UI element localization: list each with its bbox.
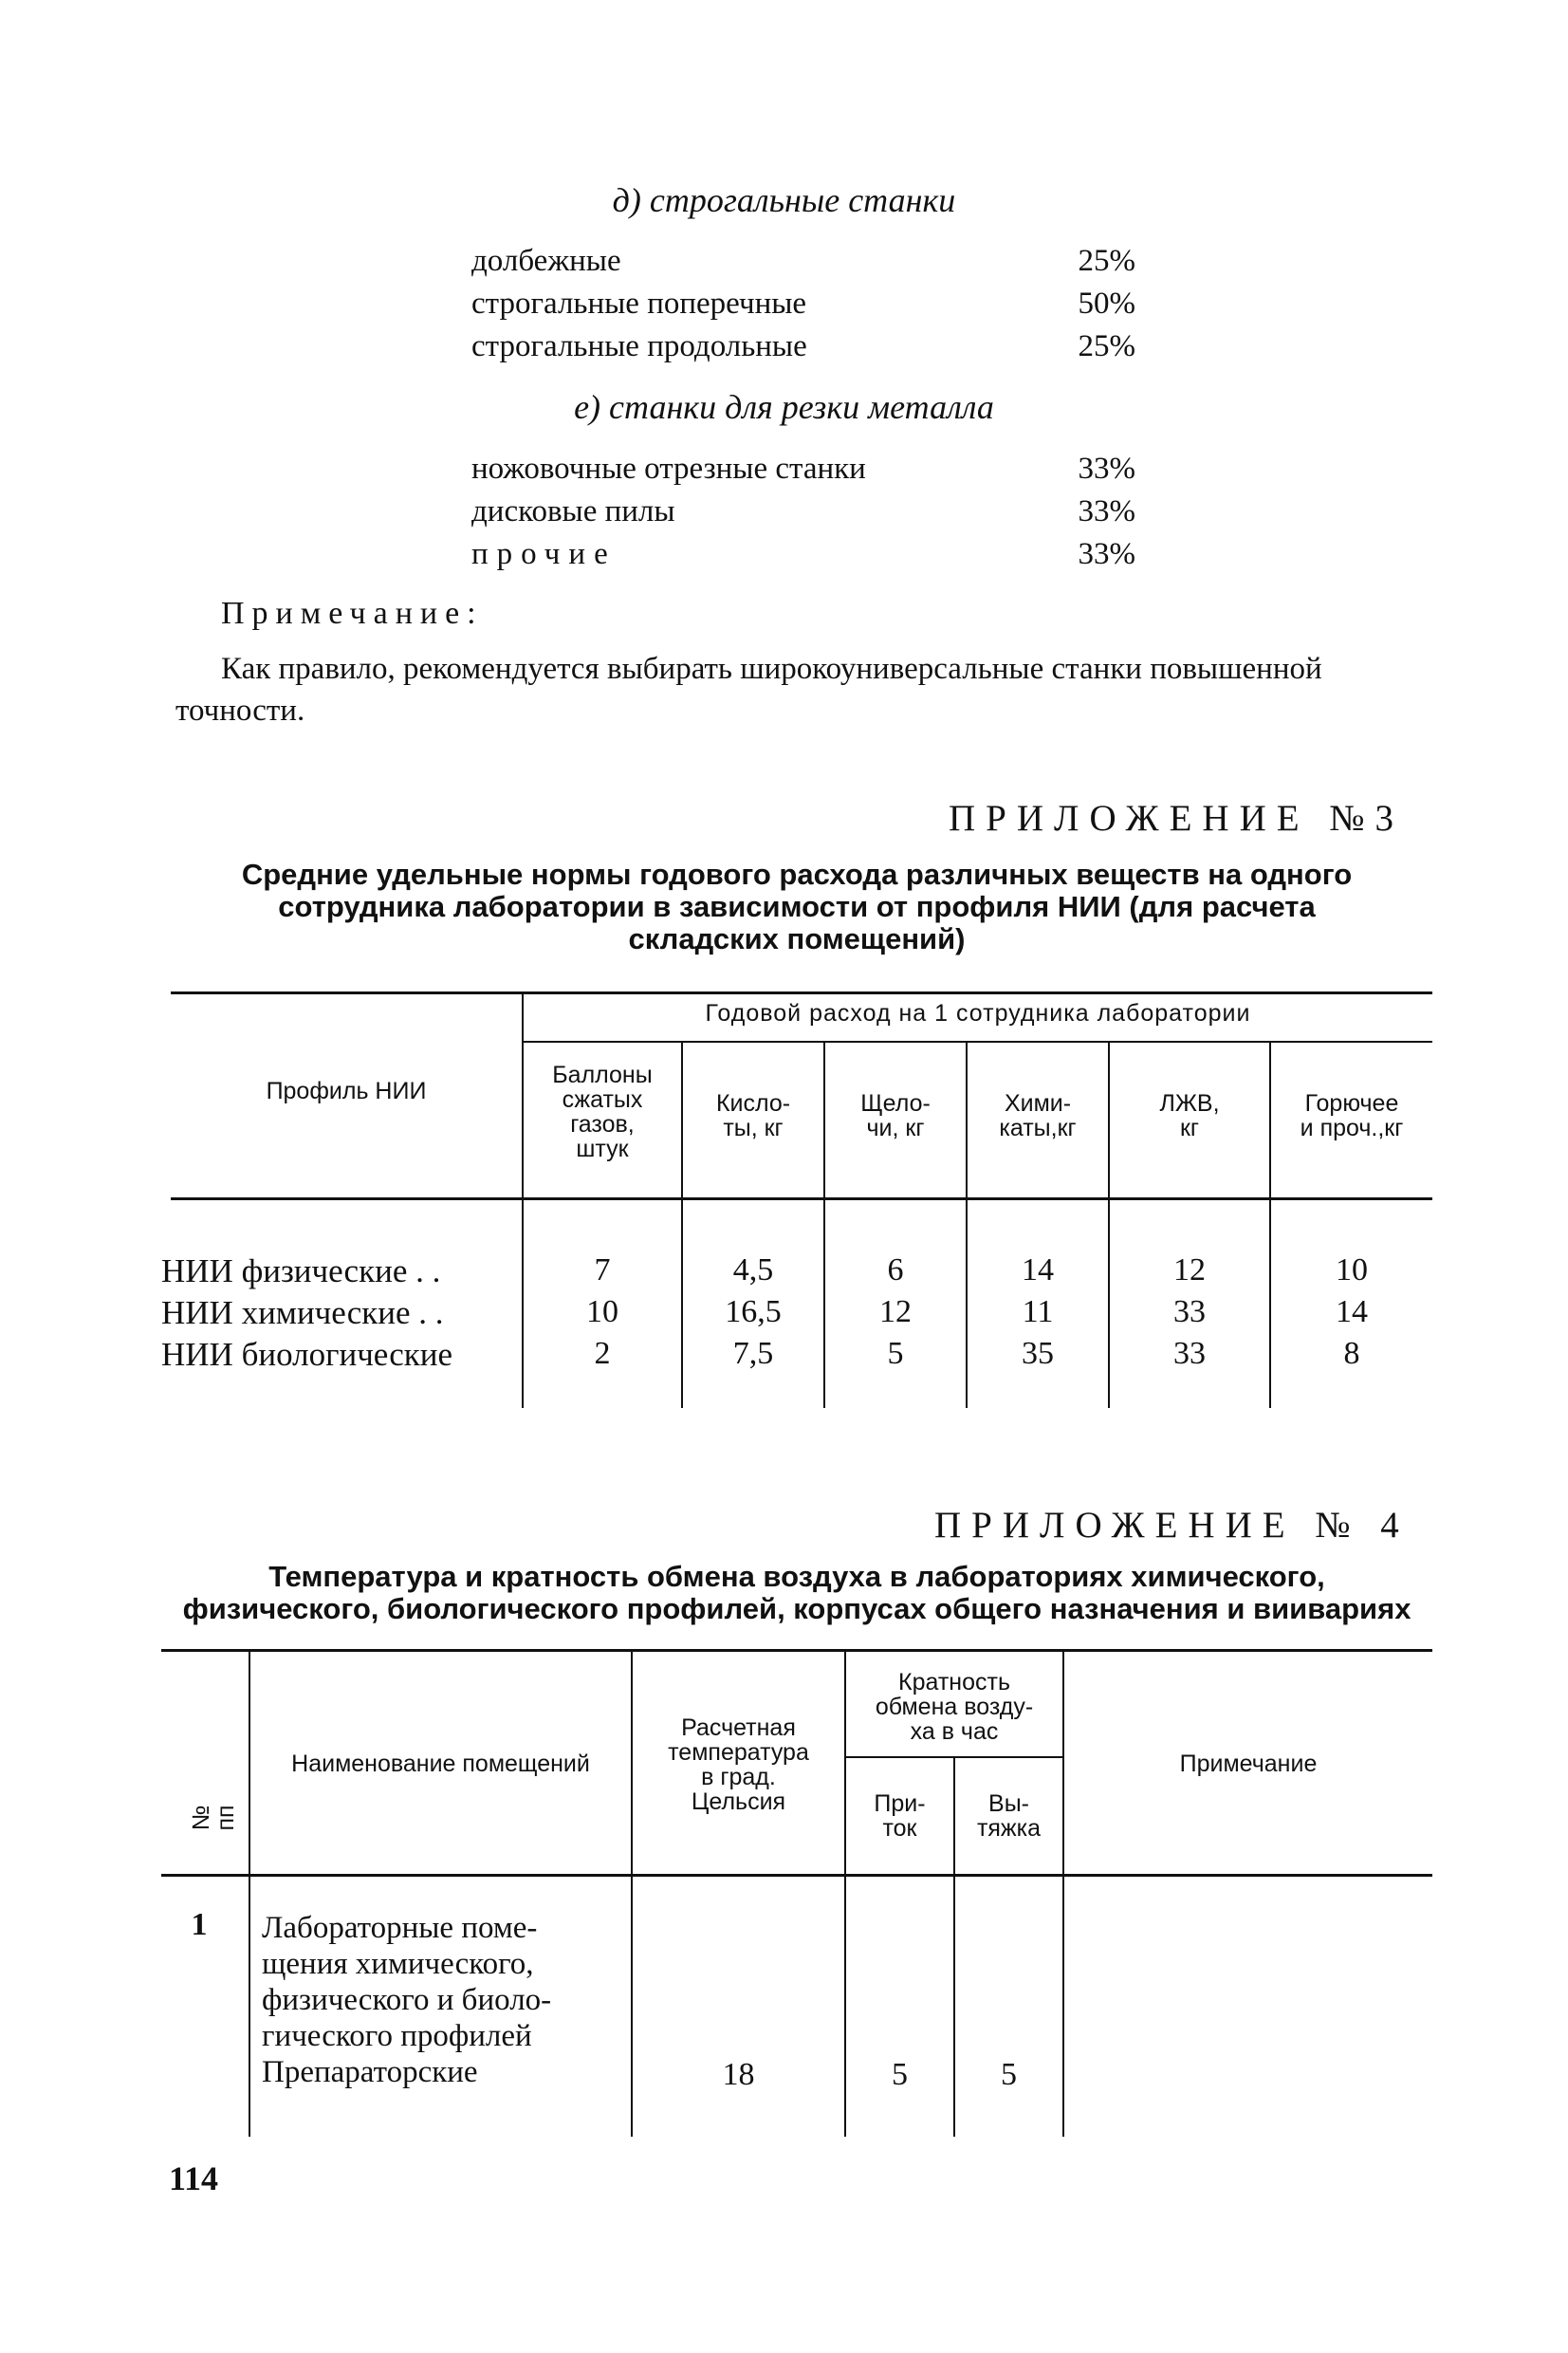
table-cell: 5: [1001, 2057, 1017, 2092]
table-cell: 14: [1336, 1294, 1368, 1329]
header-line: При-: [874, 1790, 926, 1817]
list-item-label: прочие: [471, 537, 617, 571]
table-cell: 5: [892, 2057, 908, 2092]
header-line: ха в час: [910, 1718, 999, 1745]
title-line: Температура и кратность обмена воздуха в лабораториях химического,: [268, 1560, 1325, 1593]
room-name-line: Лабораторные поме-: [262, 1911, 538, 1945]
header-line: и проч.,кг: [1300, 1115, 1404, 1141]
table-cell: 10: [586, 1294, 618, 1329]
list-item-value: 25%: [1078, 244, 1135, 278]
column-header-profile: Профиль НИИ: [266, 1078, 427, 1104]
table-cell: 18: [722, 2057, 755, 2092]
header-line: ЛЖВ,: [1159, 1090, 1220, 1117]
title-line: Средние удельные нормы годового расхода различных веществ на одного: [241, 858, 1353, 891]
table-rule: [161, 1874, 1432, 1877]
room-name-line: физического и биоло-: [262, 1983, 552, 2017]
room-name-line: гического профилей: [262, 2019, 532, 2053]
table-cell: 12: [1173, 1252, 1206, 1288]
page-number: 114: [169, 2159, 219, 2197]
table-cell: 2: [594, 1336, 611, 1371]
title-line: сотрудника лаборатории в зависимости от профиля НИИ (для расчета: [278, 890, 1316, 923]
header-line: кг: [1179, 1115, 1200, 1141]
table-cell: 7: [594, 1252, 611, 1288]
list-item-value: 33%: [1078, 494, 1135, 528]
table-cell: 35: [1022, 1336, 1054, 1371]
header-line: температура: [668, 1739, 809, 1766]
title-line: складских помещений): [628, 922, 966, 955]
table-rule: [1062, 1651, 1064, 2137]
header-line: газов,: [570, 1111, 635, 1138]
table-cell: 4,5: [732, 1252, 774, 1288]
header-line: в град.: [701, 1764, 776, 1790]
table-rule: [249, 1651, 250, 2137]
row-label: НИИ химические . .: [161, 1294, 444, 1331]
column-group-header: Годовой расход на 1 сотрудника лаборатории: [705, 1000, 1251, 1027]
table-rule: [161, 1649, 1432, 1652]
note-text: Как правило, рекомендуется выбирать широкоуниверсальные станки повышенной точности.: [175, 652, 1322, 728]
column-header-note: Примечание: [1179, 1751, 1318, 1777]
note-heading: Примечание:: [221, 596, 484, 631]
header-line: ток: [882, 1815, 917, 1842]
table-cell: 6: [887, 1252, 904, 1288]
column-header-name: Наименование помещений: [291, 1751, 590, 1777]
header-line: каты,кг: [999, 1115, 1077, 1141]
table-cell: 10: [1336, 1252, 1368, 1288]
section-d-heading: д) строгальные станки: [612, 181, 956, 219]
header-line: Расчетная: [681, 1714, 796, 1741]
header-line: Щело-: [860, 1090, 931, 1117]
list-item-label: строгальные продольные: [471, 329, 807, 363]
table-cell: 16,5: [725, 1294, 782, 1329]
header-line: Вы-: [988, 1790, 1029, 1817]
header-line: Горючее: [1304, 1090, 1399, 1117]
appendix3-heading: ПРИЛОЖЕНИЕ №3: [949, 798, 1405, 839]
header-line: чи, кг: [866, 1115, 925, 1141]
room-name-line: щения химического,: [262, 1947, 534, 1981]
header-line: тяжка: [976, 1815, 1042, 1842]
table-cell: 11: [1022, 1294, 1054, 1329]
column-header-exhaust: [955, 1791, 1062, 1841]
list-item-label: дисковые пилы: [471, 494, 675, 528]
header-line: Кисло-: [715, 1090, 791, 1117]
table-cell: 14: [1022, 1252, 1054, 1288]
table-cell: 33: [1173, 1294, 1206, 1329]
room-name: [262, 1910, 622, 2090]
table-cell: 33: [1173, 1336, 1206, 1371]
list-item-label: ножовочные отрезные станки: [471, 452, 866, 486]
table-cell: 7,5: [732, 1336, 774, 1371]
header-line: ты, кг: [723, 1115, 784, 1141]
table-cell: 8: [1343, 1336, 1360, 1371]
list-item-value: 25%: [1078, 329, 1135, 363]
header-line: Кратность: [898, 1669, 1010, 1695]
table-cell: 12: [879, 1294, 912, 1329]
room-subname: Препараторские: [262, 2055, 478, 2089]
appendix4-heading: ПРИЛОЖЕНИЕ № 4: [934, 1505, 1410, 1546]
column-header-temperature: [633, 1715, 844, 1814]
header-line: штук: [576, 1136, 629, 1162]
column-header-number: № пп: [188, 1805, 239, 1831]
header-line: Хими-: [1004, 1090, 1072, 1117]
list-item-label: строгальные поперечные: [471, 287, 807, 321]
column-header-inflow: [846, 1791, 953, 1841]
list-item-label: долбежные: [471, 244, 621, 278]
list-item-value: 33%: [1078, 452, 1135, 486]
list-item-value: 33%: [1078, 537, 1135, 571]
column-header-air-exchange: [846, 1670, 1062, 1744]
row-label: НИИ физические . .: [161, 1252, 441, 1289]
section-e-heading: е) станки для резки металла: [574, 388, 994, 426]
header-line: Цельсия: [691, 1788, 786, 1815]
header-line: обмена возду-: [875, 1694, 1034, 1720]
row-number: 1: [191, 1907, 208, 1942]
list-item-value: 50%: [1078, 287, 1135, 321]
header-line: сжатых: [562, 1086, 643, 1113]
table-cell: 5: [887, 1336, 904, 1371]
title-line: физического, биологического профилей, корпусах общего назначения и виивариях: [182, 1592, 1411, 1625]
row-label: НИИ биологические: [161, 1336, 453, 1373]
header-line: Баллоны: [552, 1062, 653, 1088]
